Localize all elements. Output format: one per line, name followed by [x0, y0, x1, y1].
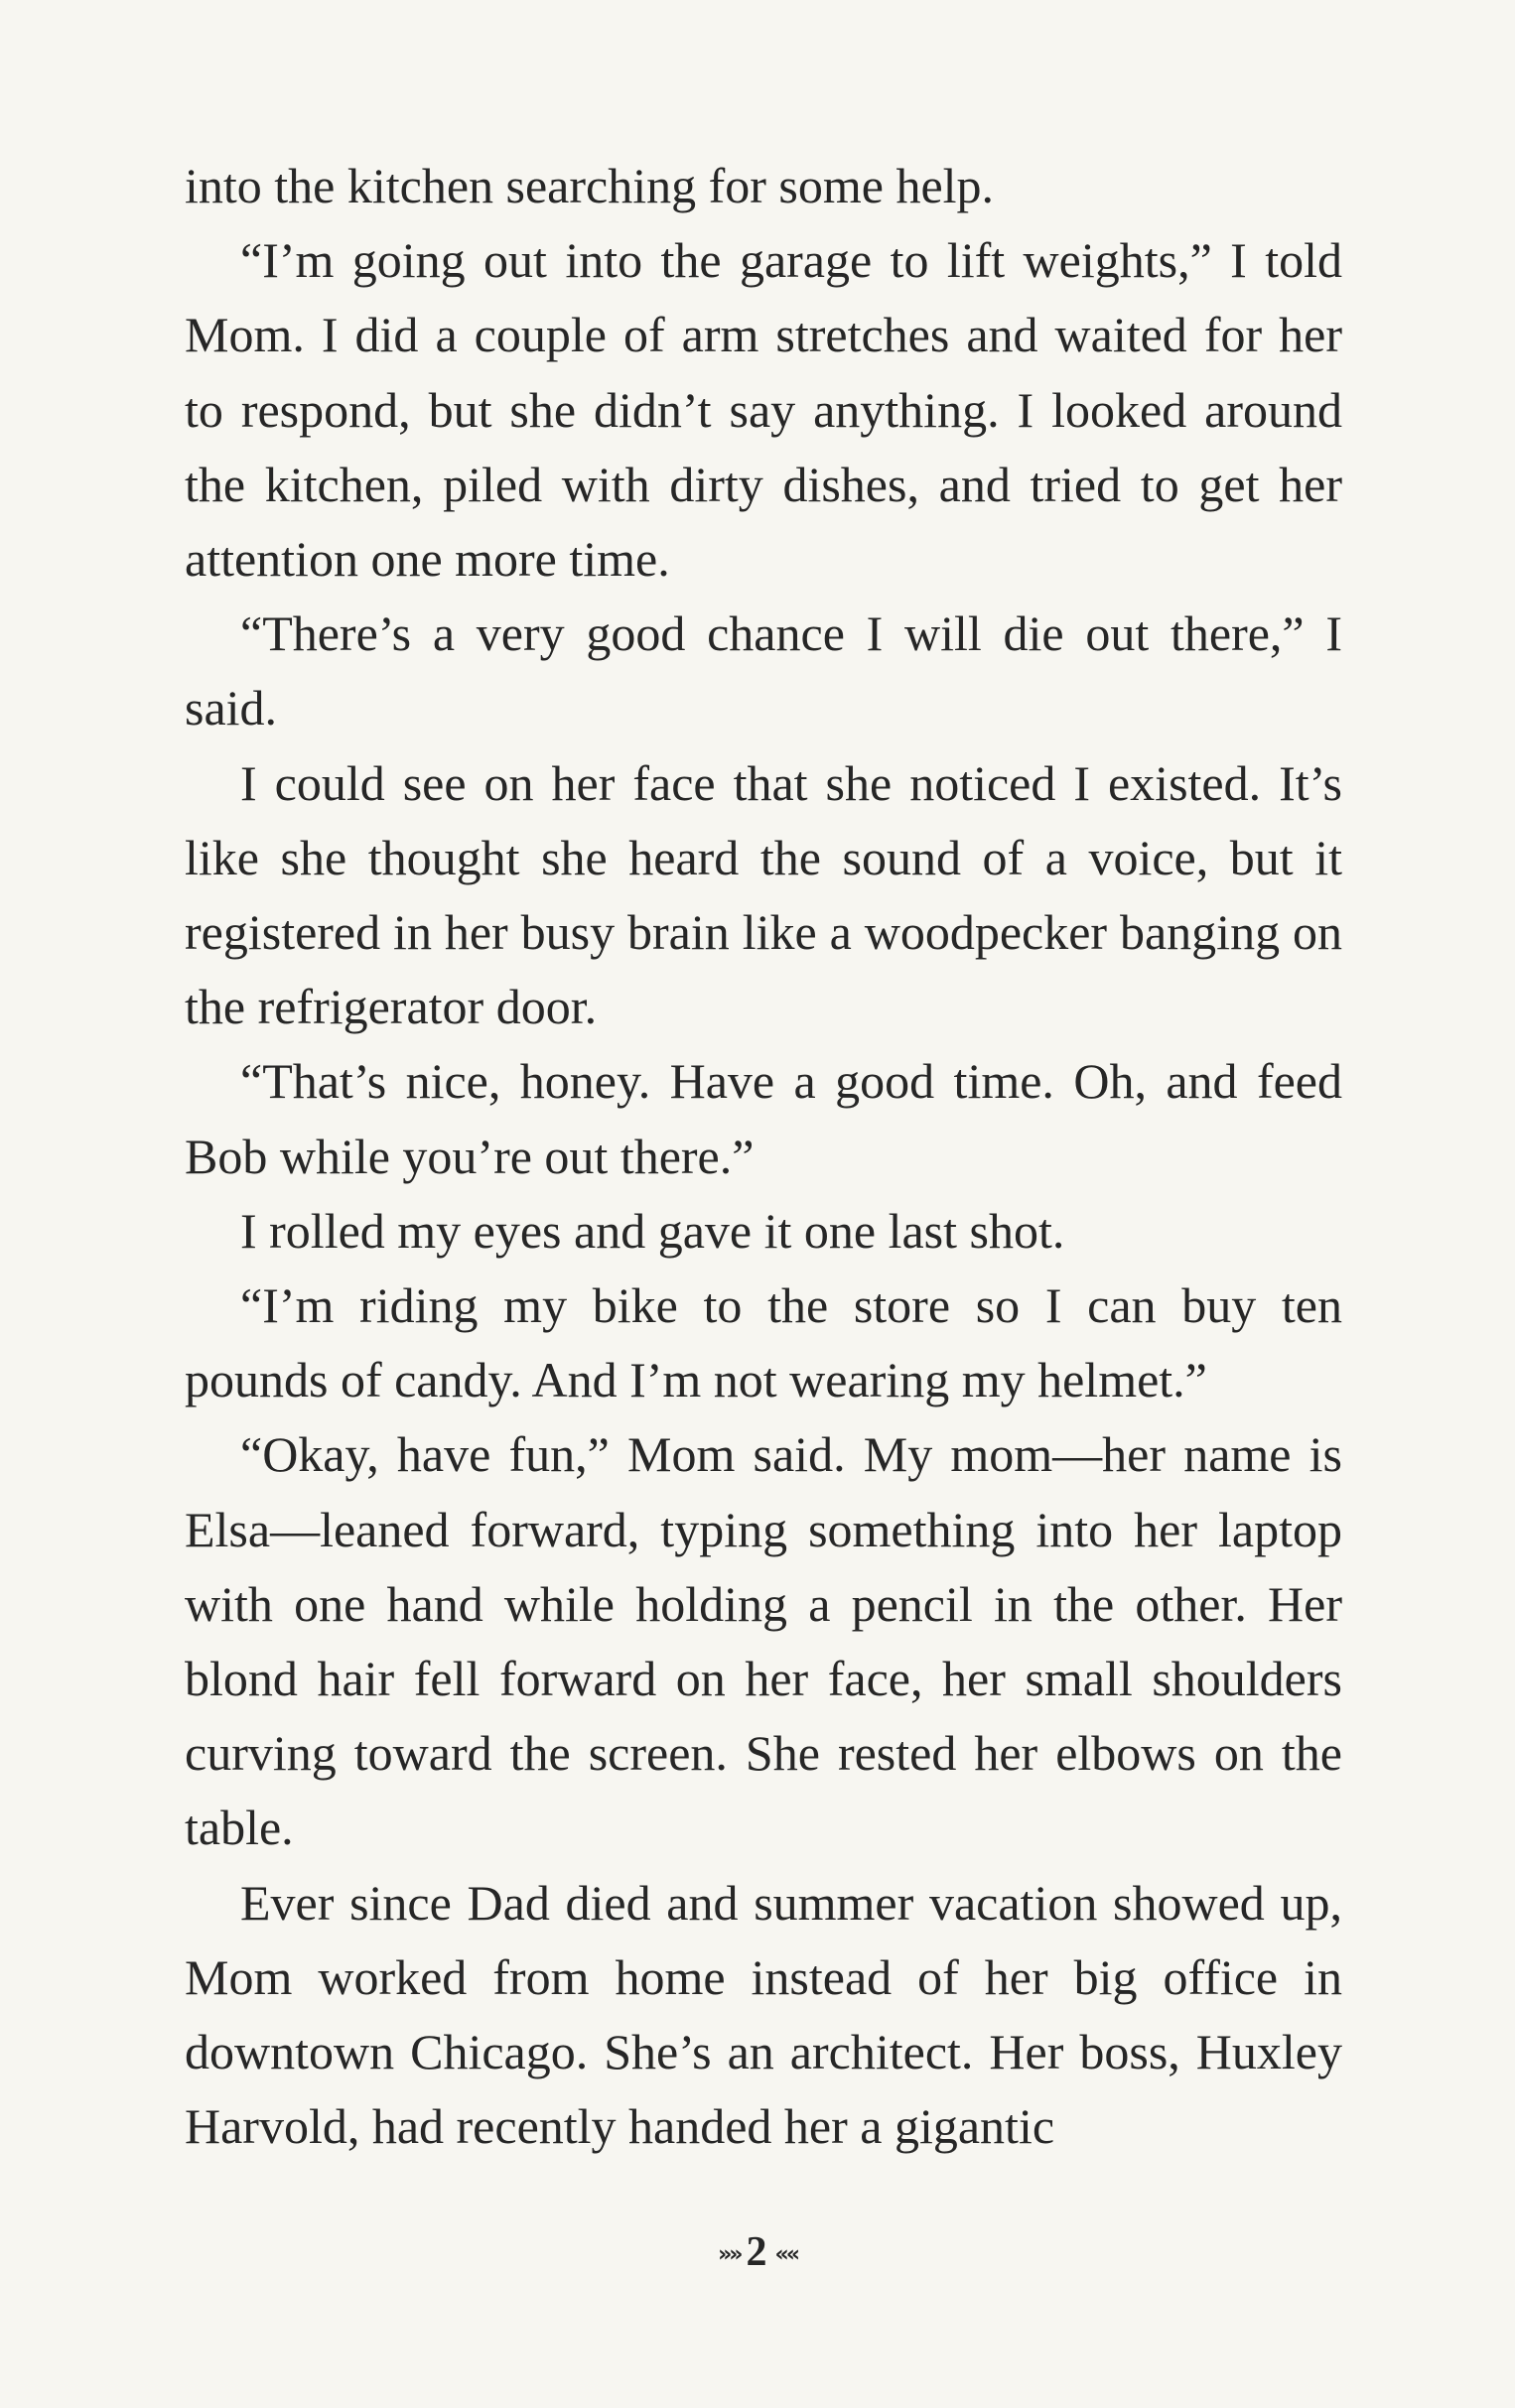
paragraph: “Okay, have fun,” Mom said. My mom—her name is Elsa—leaned forward, typing something into her laptop with one hand while holding a pencil in the other. Her blond hair fell forward on her face, her small shoulders curving toward the screen. She rested her elbows on the table.: [185, 1426, 1342, 1856]
folio-ornament-left-icon: »»: [718, 2242, 741, 2268]
paragraph: “I’m riding my bike to the store so I can buy ten pounds of candy. And I’m not wearing my helmet.”: [185, 1277, 1342, 1408]
body-text: [185, 149, 1342, 2164]
paragraph: into the kitchen searching for some help.: [185, 158, 995, 213]
paragraph: “I’m going out into the garage to lift weights,” I told Mom. I did a couple of arm stretches and waited for her to respond, but she didn’t say anything. I looked around the kitchen, piled with dirty dishes, and tried to get her attention one more time.: [185, 232, 1342, 588]
paragraph: I rolled my eyes and gave it one last shot.: [240, 1202, 1065, 1259]
page-number-value: 2: [746, 2229, 767, 2275]
paragraph: “There’s a very good chance I will die out there,” I said.: [185, 605, 1342, 736]
paragraph: “That’s nice, honey. Have a good time. Oh, and feed Bob while you’re out there.”: [185, 1053, 1342, 1184]
paragraph: Ever since Dad died and summer vacation showed up, Mom worked from home instead of her big office in downtown Chicago. She’s an architect. Her boss, Huxley Harvold, had recently handed her a gigantic: [185, 1874, 1342, 2155]
page-number: [0, 2227, 1515, 2280]
folio-ornament-right-icon: ««: [774, 2242, 797, 2268]
paragraph: I could see on her face that she noticed I existed. It’s like she thought she heard the sound of a voice, but it registered in her busy brain like a woodpecker banging on the refrigerator door.: [185, 754, 1342, 1035]
